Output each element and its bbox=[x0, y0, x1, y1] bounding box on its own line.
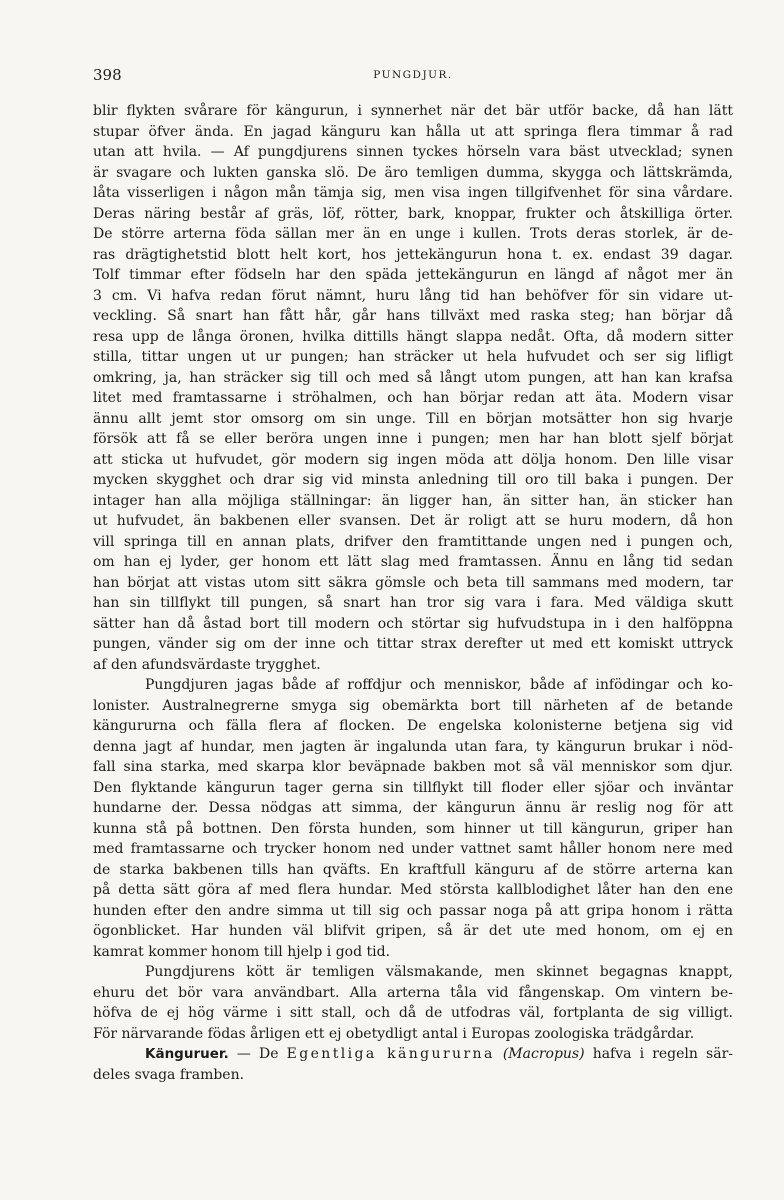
text-line: med framtassarne och trycker honom ned under vattnet samt håller honom nere med bbox=[93, 841, 733, 857]
paragraph-1 bbox=[93, 101, 733, 675]
text-line: Tolf timmar efter födseln har den späda jettekängurun en längd af något mer än bbox=[93, 267, 733, 283]
text-line: af den afundsvärdaste trygghet. bbox=[93, 656, 321, 673]
paragraph-2 bbox=[93, 675, 733, 962]
text-line: blir flykten svårare för kängurun, i synnerhet när det bär utför backe, då han lätt bbox=[93, 103, 733, 119]
text-line: Pungdjurens kött är temligen välsmakande, men skinnet begagnas knappt, bbox=[145, 964, 733, 980]
text-line bbox=[93, 1044, 733, 1065]
text-line: pungen, vänder sig om der inne och tittar strax derefter ut med ett komiskt uttryck bbox=[93, 636, 733, 652]
text-line: stilla, tittar ungen ut ur pungen; han sträcker ut hela hufvudet och ser sig lifligt bbox=[93, 349, 733, 365]
paragraph-4 bbox=[93, 1044, 733, 1085]
text-line: Deras näring består af gräs, löf, rötter, bark, knoppar, frukter och åtskilliga örter. bbox=[93, 205, 733, 222]
spaced-term: Egentliga kängururna bbox=[286, 1046, 495, 1062]
body-text bbox=[93, 101, 733, 1085]
text-line: 3 cm. Vi hafva redan förut nämnt, huru lång tid han behöfver för sin vidare ut- bbox=[93, 287, 733, 304]
text-line: höfva de ej hög värme i sitt stall, och då de utfodras väl, fortplanta de sig villigt. bbox=[93, 1005, 733, 1021]
latin-name: (Macropus) bbox=[502, 1046, 585, 1062]
text-line: fall sina starka, med skarpa klor beväpnade bakben mot så väl menniskor som djur. bbox=[93, 759, 733, 775]
text-line: de starka bakbenen tills han qväfts. En kraftfull känguru af de större arterna kan bbox=[93, 861, 733, 878]
text-line: resa upp de långa öronen, hvilka dittills hängt slappa nedåt. Ofta, då modern sitter bbox=[93, 328, 733, 345]
text-line: han börjat att vistas utom sitt säkra gömsle och beta till sammans med modern, tar bbox=[93, 574, 733, 591]
page-header bbox=[93, 66, 733, 88]
dash-text: — De bbox=[228, 1046, 287, 1062]
text-line: låta visserligen i någon mån tämja sig, men visa ingen tillgifvenhet för sina vårdare. bbox=[93, 185, 733, 201]
text-line: lonister. Australnegrerne smyga sig obemärkta bort till närheten af de betande bbox=[93, 697, 733, 714]
text-line: deles svaga framben. bbox=[93, 1066, 245, 1083]
text-line: på detta sätt göra af med flera hundar. Med största kallblodighet låter han den ene bbox=[93, 882, 733, 898]
text-line: han sin tillflykt till pungen, så snart han tror sig vara i fara. Med väldiga skutt bbox=[93, 595, 733, 611]
text-line: utan att hvila. — Af pungdjurens sinnen tyckes hörseln vara bäst utvecklad; synen bbox=[93, 144, 733, 160]
text-line: Den flyktande kängurun tager gerna sin tillflykt till floder eller sjöar och inväntar bbox=[93, 779, 733, 796]
running-title: PUNGDJUR. bbox=[373, 69, 453, 81]
text-line: veckling. Så snart han fått hår, går hans tillväxt med raska steg; han börjar då bbox=[93, 308, 733, 324]
text-line: Pungdjuren jagas både af roffdjur och menniskor, både af infödingar och ko- bbox=[145, 677, 733, 693]
text-line: vill springa till en annan plats, drifver den framtittande ungen ned i pungen och, bbox=[93, 533, 733, 550]
text-line: om han ej lyder, ger honom ett lätt slag med framtassen. Ännu en lång tid sedan bbox=[93, 554, 733, 570]
text-line: ögonblicket. Har hunden väl blifvit gripen, så är det ute med honom, om ej en bbox=[93, 923, 733, 939]
text-line: kamrat kommer honom till hjelp i god tid. bbox=[93, 943, 391, 960]
rest-text: hafva i regeln sär- bbox=[584, 1046, 733, 1062]
text-line: att sticka ut hufvudet, gör modern sig ingen möda att dölja honom. Den lille visar bbox=[93, 451, 733, 468]
text-line: försök att få se eller beröra ungen inne i pungen; men har han blott sjelf börjat bbox=[93, 431, 733, 447]
text-line: ehuru det bör vara användbart. Alla arterna tåla vid fångenskap. Om vintern be- bbox=[93, 984, 733, 1001]
text-line: hundarne der. Dessa nödgas att simma, der kängurun ännu är reslig nog för att bbox=[93, 800, 733, 816]
text-line: ut hufvudet, än bakbenen eller svansen. Det är roligt att se huru modern, då hon bbox=[93, 513, 733, 529]
text-line: sätter han då åstad bort till modern och störtar sig hufvudstupa in i den halföppna bbox=[93, 615, 733, 632]
text-line: För närvarande födas årligen ett ej obetydligt antal i Europas zoologiska trädgårdar. bbox=[93, 1025, 695, 1042]
text-line: denna jagt af hundar, men jagten är ingalunda utan fara, ty kängurun brukar i nöd- bbox=[93, 738, 733, 755]
text-line: mycken skygghet och drar sig vid minsta anledning till oro till baka i pungen. Der bbox=[93, 472, 733, 488]
section-term: Känguruer. bbox=[145, 1046, 229, 1062]
text-line: omkring, ja, han sträcker sig till och med så långt utom pungen, att han kan krafsa bbox=[93, 369, 733, 386]
paragraph-3 bbox=[93, 962, 733, 1044]
text-line: är svagare och lukten ganska slö. De äro temligen dumma, skygga och lättskrämda, bbox=[93, 164, 733, 181]
page-number: 398 bbox=[93, 66, 122, 84]
text-line: kunna stå på bottnen. Den första hunden, som hinner ut till kängurun, griper han bbox=[93, 820, 733, 837]
text-line: kängururna och fälla flera af flocken. De engelska kolonisterne betjena sig vid bbox=[93, 718, 733, 734]
text-line: stupar öfver ända. En jagad känguru kan hålla ut att springa flera timmar å rad bbox=[93, 123, 733, 140]
text-line: hunden efter den andre simma ut till sig och passar noga på att gripa honom i rätta bbox=[93, 902, 733, 919]
text-line: De större arterna föda sällan mer än en unge i kullen. Trots deras storlek, är de- bbox=[93, 226, 733, 242]
text-line: ännu allt jemt stor omsorg om sin unge. Till en början motsätter hon sig hvarje bbox=[93, 410, 733, 427]
text-line: ras drägtighetstid blott helt kort, hos jettekängurun hona t. ex. endast 39 dagar. bbox=[93, 246, 733, 263]
text-line: litet med framtassarne i ströhalmen, och han börjar redan att äta. Modern visar bbox=[93, 390, 733, 406]
text-line: intager han alla möjliga ställningar: än ligger han, än sitter han, än sticker han bbox=[93, 492, 733, 509]
